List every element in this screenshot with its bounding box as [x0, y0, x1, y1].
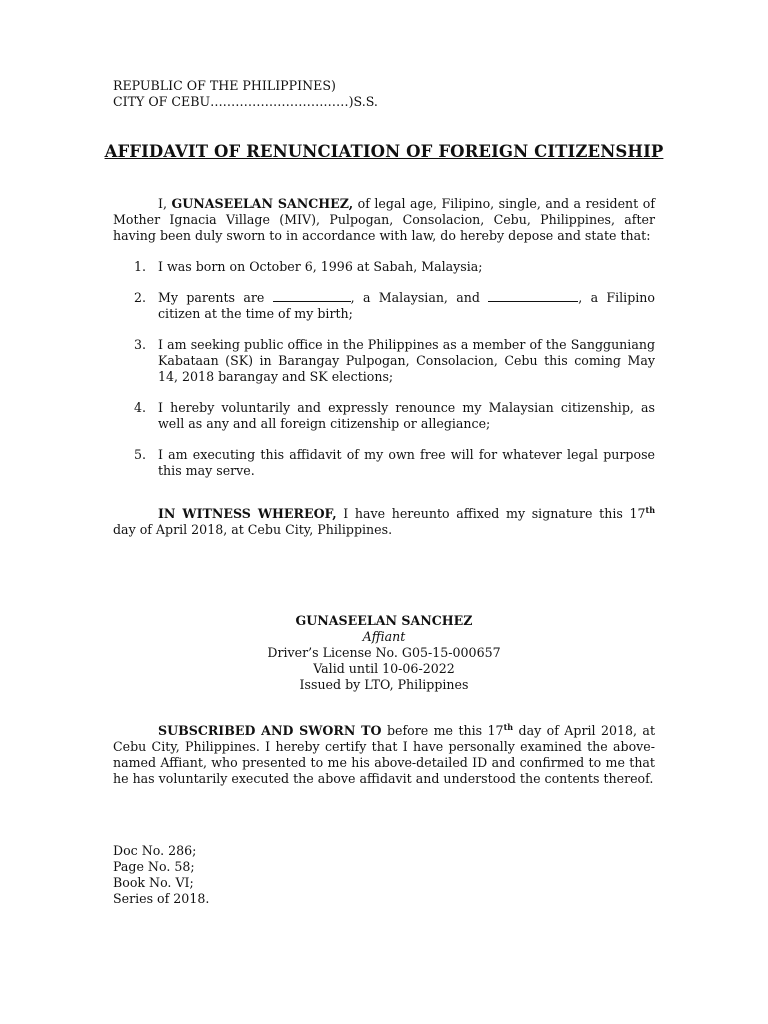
- jurat-paragraph: [113, 723, 655, 787]
- jurat-text-a: before me this 17: [381, 723, 504, 738]
- item-text-a: My parents are: [158, 290, 273, 305]
- intro-paragraph: [113, 196, 655, 244]
- license-issuer: Issued by LTO, Philippines: [299, 677, 469, 692]
- witness-ordinal: th: [645, 504, 656, 515]
- list-item: [113, 259, 655, 275]
- license-number: Driver’s License No. G05-15-000657: [267, 645, 501, 660]
- item-text: I am executing this affidavit of my own free will for whatever legal purpose this may serve.: [158, 447, 655, 478]
- list-item: [113, 337, 655, 385]
- page-number: Page No. 58;: [113, 859, 195, 874]
- item-number: 2.: [134, 290, 147, 305]
- item-text-c: , a Filipino citizen at the time of my birth;: [158, 290, 655, 321]
- item-text: I am seeking public office in the Philippines as a member of the Sangguniang Kabataan (SK) in Barangay Pulpogan, Consolacion, Cebu this coming May 14, 2018 barangay and SK elections;: [158, 337, 655, 384]
- jurat-text-b: day of April 2018, at Cebu City, Philippines. I hereby certify that I have personally examined the above-named Affiant, who presented to me his above-detailed ID and confirmed to me that he has voluntarily executed the above affidavit and understood the contents thereof.: [113, 723, 655, 786]
- item-number: 5.: [134, 447, 147, 462]
- license-validity: Valid until 10-06-2022: [313, 661, 455, 676]
- witness-lead: IN WITNESS WHEREOF,: [158, 506, 337, 521]
- item-number: 4.: [134, 400, 147, 415]
- list-item: [113, 447, 655, 479]
- document-title: AFFIDAVIT OF RENUNCIATION OF FOREIGN CITIZENSHIP: [104, 142, 664, 161]
- blank-line: [273, 290, 351, 302]
- blank-line: [488, 290, 578, 302]
- venue-republic: REPUBLIC OF THE PHILIPPINES): [113, 78, 336, 93]
- witness-text-b: day of April 2018, at Cebu City, Philippines.: [113, 522, 393, 537]
- item-number: 1.: [134, 259, 147, 274]
- statement-list: [113, 259, 655, 494]
- doc-number: Doc No. 286;: [113, 843, 197, 858]
- book-number: Book No. VI;: [113, 875, 194, 890]
- witness-text-a: I have hereunto affixed my signature this 17: [336, 506, 646, 521]
- item-text: I was born on October 6, 1996 at Sabah, Malaysia;: [158, 259, 483, 274]
- item-text: I hereby voluntarily and expressly renounce my Malaysian citizenship, as well as any and all foreign citizenship or allegiance;: [158, 400, 655, 431]
- intro-text: of legal age, Filipino, single, and a resident of Mother Ignacia Village (MIV), Pulpogan, Consolacion, Cebu, Philippines, after having been duly sworn to in accordance with law, do hereby depose and state that:: [113, 196, 655, 243]
- item-number: 3.: [134, 337, 147, 352]
- venue-block: [113, 78, 378, 110]
- notarial-register: [113, 843, 209, 907]
- affiant-name: GUNASEELAN SANCHEZ,: [171, 196, 354, 211]
- jurat-lead: SUBSCRIBED AND SWORN TO: [158, 723, 382, 738]
- jurat-ordinal: th: [503, 721, 514, 732]
- witness-paragraph: [113, 506, 655, 538]
- signature-block: [0, 613, 768, 693]
- signatory-role: Affiant: [362, 629, 406, 644]
- signatory-name: GUNASEELAN SANCHEZ: [295, 613, 473, 628]
- venue-city: CITY OF CEBU……………………………)S.S.: [113, 94, 378, 109]
- intro-prefix: I,: [158, 196, 172, 211]
- list-item: [113, 290, 655, 322]
- list-item: [113, 400, 655, 432]
- series-year: Series of 2018.: [113, 891, 210, 906]
- item-text-b: , a Malaysian, and: [350, 290, 489, 305]
